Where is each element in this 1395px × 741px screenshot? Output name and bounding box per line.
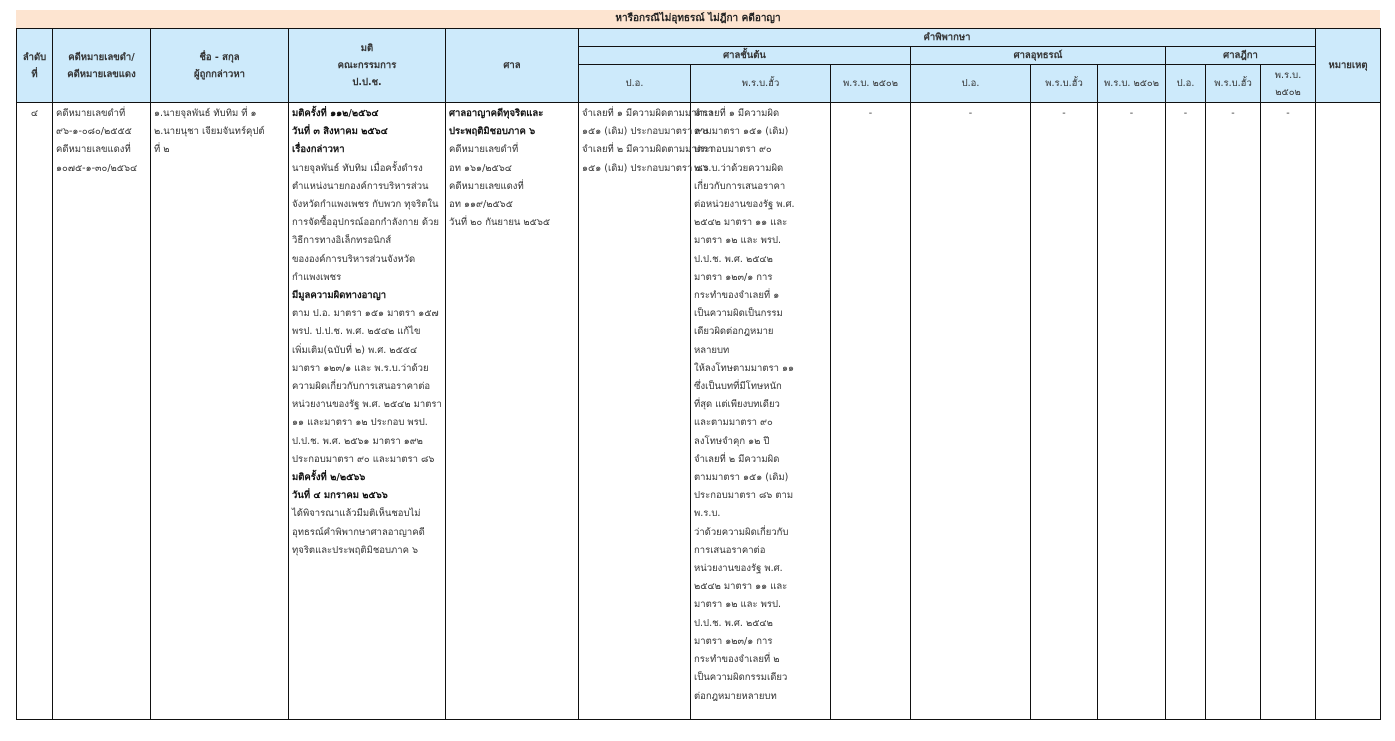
text-line: ความผิดเกี่ยวกับการเสนอราคาต่อ <box>292 381 431 393</box>
text-line: ป.ป.ช. พ.ศ. ๒๕๔๒ <box>694 617 773 629</box>
cell-first-hua <box>691 103 831 720</box>
text-line: ประกอบมาตรา ๙๐ <box>694 144 772 156</box>
text-line: เกี่ยวกับการเสนอราคา <box>694 180 786 192</box>
text-line: พรป. ป.ป.ช. พ.ศ. ๒๕๔๒ แก้ไข <box>292 326 421 338</box>
cell-name <box>151 103 289 720</box>
text-line: ศาลอาญาคดีทุจริตและ <box>449 108 544 119</box>
text-line: พ.ร.บ.ว่าด้วยความผิด <box>694 162 784 174</box>
text-line: ๒๕๔๒ มาตรา ๑๑ และ <box>694 581 788 593</box>
cell-supreme-2502: - <box>1261 103 1316 720</box>
text-line: พ.ร.บ. <box>694 508 721 520</box>
text-line: เดียวผิดต่อกฎหมาย <box>694 326 774 338</box>
text-line: ตาม ป.อ. มาตรา ๑๕๑ มาตรา ๑๕๗ <box>292 308 439 320</box>
cell-case <box>53 103 151 720</box>
cell-resolution <box>289 103 446 720</box>
subheader: ป.อ. <box>579 65 691 103</box>
text-line: กระทำของจำเลยที่ ๒ <box>694 654 780 666</box>
text-line: เพิ่มเติม(ฉบับที่ ๒) พ.ศ. ๒๕๕๔ <box>292 344 418 356</box>
text-line: วันที่ ๒๐ กันยายน ๒๕๖๕ <box>449 217 551 229</box>
text-line: จังหวัดกำแพงเพชร กับพวก ทุจริตใน <box>292 199 439 211</box>
table-row <box>17 103 1381 720</box>
header-appeal-court: ศาลอุทธรณ์ <box>911 47 1166 65</box>
text-line: คดีหมายเลขดำที่ <box>449 144 519 156</box>
header-name: ชื่อ - สกุล ผู้ถูกกล่าวหา <box>151 29 289 103</box>
text-line: มติครั้งที่ ๑๑๒/๒๕๖๔ <box>292 108 379 119</box>
text-line: นายจุลพันธ์ ทับทิม เมื่อครั้งดำรง <box>292 162 423 174</box>
text-line: วันที่ ๓ สิงหาคม ๒๕๖๔ <box>292 126 388 138</box>
subheader: พ.ร.บ.ฮั้ว <box>1031 65 1098 103</box>
text-line: และตามมาตรา ๙๐ <box>694 417 773 429</box>
header-first-court: ศาลชั้นต้น <box>579 47 911 65</box>
text-line: มติครั้งที่ ๒/๒๕๖๖ <box>292 472 366 484</box>
subheader: พ.ร.บ.ฮั้ว <box>1206 65 1261 103</box>
header-resolution: มติ คณะกรรมการ ป.ป.ช. <box>289 29 446 103</box>
cell-remark <box>1316 103 1381 720</box>
text-line: เป็นความผิดกรรมเดียว <box>694 672 788 684</box>
subheader: ป.อ. <box>1166 65 1206 103</box>
text-line: อุทธรณ์คำพิพากษาศาลอาญาคดี <box>292 526 425 538</box>
subheader: พ.ร.บ. ๒๕๐๒ <box>831 65 911 103</box>
text-line: ซึ่งเป็นบทที่มีโทษหนัก <box>694 381 782 393</box>
header-case: คดีหมายเลขดำ/ คดีหมายเลขแดง <box>53 29 151 103</box>
text-line: ประพฤติมิชอบภาค ๖ <box>449 126 536 138</box>
text-line: คดีหมายเลขแดงที่ <box>449 180 524 192</box>
text-line: ป.ป.ช. พ.ศ. ๒๕๔๒ <box>694 253 773 265</box>
text-line: ๒.นายนุชา เจียมจันทร์คุปต์ <box>154 126 265 138</box>
text-line: มาตรา ๑๒๓/๑ การ <box>694 271 773 283</box>
text-line: ที่สุด แต่เพียงบทเดียว <box>694 399 780 411</box>
text-line: หน่วยงานของรัฐ พ.ศ. <box>694 563 783 575</box>
text-line: มาตรา ๑๒๓/๑ การ <box>694 635 773 647</box>
text-line: ประกอบมาตรา ๘๖ ตาม <box>694 490 794 502</box>
text-line: กระทำของจำเลยที่ ๑ <box>694 290 780 302</box>
text-line: ที่ ๒ <box>154 144 170 156</box>
cell-appeal-po: - <box>911 103 1031 720</box>
text-line: ๑๕๑ (เดิม) ประกอบมาตรา ๘๖ <box>582 162 709 174</box>
text-line: ป.ป.ช. พ.ศ. ๒๕๖๑ มาตรา ๑๙๒ <box>292 435 423 447</box>
text-line: จำเลยที่ ๑ มีความผิด <box>694 108 780 119</box>
text-line: หน่วยงานของรัฐ พ.ศ. ๒๕๔๒ มาตรา <box>292 399 442 411</box>
header-remark: หมายเหตุ <box>1316 29 1381 103</box>
text-line: ทุจริตและประพฤติมิชอบภาค ๖ <box>292 544 419 556</box>
header-supreme-court: ศาลฎีกา <box>1166 47 1316 65</box>
text-line: มาตรา ๑๒๓/๑ และ พ.ร.บ.ว่าด้วย <box>292 362 429 374</box>
text-line: ตามมาตรา ๑๕๑ (เดิม) <box>694 126 789 138</box>
subheader: พ.ร.บ.ฮั้ว <box>691 65 831 103</box>
text-line: วันที่ ๔ มกราคม ๒๕๖๖ <box>292 490 388 502</box>
text-line: จำเลยที่ ๒ มีความผิดตามมาตรา <box>582 144 714 156</box>
text-line: ตำแหน่งนายกองค์การบริหารส่วน <box>292 180 429 192</box>
text-line: เรื่องกล่าวหา <box>292 144 345 156</box>
text-line: การเสนอราคาต่อ <box>694 544 766 556</box>
cell-court <box>446 103 579 720</box>
text-line: การจัดซื้ออุปกรณ์ออกกำลังกาย ด้วย <box>292 217 439 229</box>
text-line: ๒๕๔๒ มาตรา ๑๑ และ <box>694 217 788 229</box>
cell-supreme-po: - <box>1166 103 1206 720</box>
cell-no: ๔ <box>17 103 53 720</box>
text-line: มีมูลความผิดทางอาญา <box>292 290 387 302</box>
cell-first-2502: - <box>831 103 911 720</box>
text-line: ต่อกฎหมายหลายบท <box>694 690 777 702</box>
subheader: ป.อ. <box>911 65 1031 103</box>
text-line: วิธีการทางอิเล็กทรอนิกส์ <box>292 235 392 247</box>
text-line: อท ๑๑๙/๒๕๖๕ <box>449 199 513 211</box>
text-line: ๑๐๗๕-๑-๓๐/๒๕๖๔ <box>56 162 138 174</box>
text-line: หลายบท <box>694 344 730 356</box>
text-line: มาตรา ๑๒ และ พรป. <box>694 235 782 247</box>
text-line: มาตรา ๑๒ และ พรป. <box>694 599 782 611</box>
subheader: พ.ร.บ. ๒๕๐๒ <box>1261 65 1316 103</box>
text-line: กำแพงเพชร <box>292 271 342 283</box>
text-line: ๑๑ และมาตรา ๑๒ ประกอบ พรป. <box>292 417 428 429</box>
text-line: จำเลยที่ ๒ มีความผิด <box>694 453 780 465</box>
text-line: จำเลยที่ ๑ มีความผิดตามมาตรา <box>582 108 714 119</box>
cell-appeal-hua: - <box>1031 103 1098 720</box>
text-line: ลงโทษจำคุก ๑๒ ปี <box>694 435 770 447</box>
text-line: ตามมาตรา ๑๕๑ (เดิม) <box>694 472 789 484</box>
text-line: คดีหมายเลขดำที่ <box>56 108 126 119</box>
case-table <box>16 28 1381 720</box>
text-line: ขององค์การบริหารส่วนจังหวัด <box>292 253 416 265</box>
subheader: พ.ร.บ. ๒๕๐๒ <box>1098 65 1166 103</box>
header-no: ลำดับ ที่ <box>17 29 53 103</box>
text-line: ๙๖-๑-๐๘๐/๒๕๕๕ <box>56 126 132 138</box>
text-line: ต่อหน่วยงานของรัฐ พ.ศ. <box>694 199 795 211</box>
text-line: อท ๑๖๑/๒๕๖๔ <box>449 162 512 174</box>
text-line: คดีหมายเลขแดงที่ <box>56 144 131 156</box>
text-line: ให้ลงโทษตามมาตรา ๑๑ <box>694 362 795 374</box>
text-line: ได้พิจารณาแล้วมีมติเห็นชอบไม่ <box>292 508 421 520</box>
cell-appeal-2502: - <box>1098 103 1166 720</box>
header-judgment: คำพิพากษา <box>579 29 1316 47</box>
header-court: ศาล <box>446 29 579 103</box>
text-line: ๑๕๑ (เดิม) ประกอบมาตรา ๙๐ <box>582 126 709 138</box>
cell-supreme-hua: - <box>1206 103 1261 720</box>
text-line: ประกอบมาตรา ๙๐ และมาตรา ๘๖ <box>292 453 435 465</box>
text-line: เป็นความผิดเป็นกรรม <box>694 308 783 320</box>
document-title: หารือกรณีไม่อุทธรณ์ ไม่ฎีกา คดีอาญา <box>16 10 1380 28</box>
text-line: ๑.นายจุลพันธ์ ทับทิม ที่ ๑ <box>154 108 257 119</box>
text-line: ว่าด้วยความผิดเกี่ยวกับ <box>694 526 789 538</box>
